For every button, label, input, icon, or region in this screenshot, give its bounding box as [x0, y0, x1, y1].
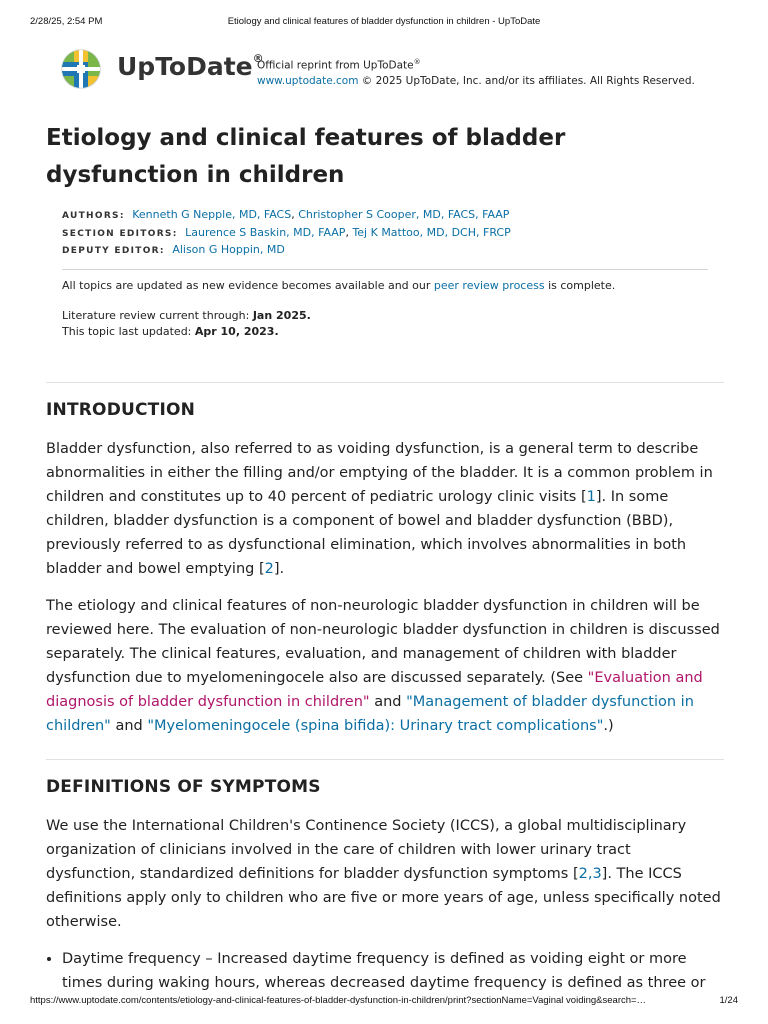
- print-date: 2/28/25, 2:54 PM: [30, 16, 103, 27]
- section-divider: [46, 759, 724, 760]
- copyright-line: www.uptodate.com © 2025 UpToDate, Inc. and/or its affiliates. All Rights Reserved.: [257, 74, 695, 87]
- review-info: [62, 269, 708, 340]
- authors-label: AUTHORS:: [62, 211, 125, 221]
- last-updated-date: This topic last updated: Apr 10, 2023.: [62, 324, 279, 338]
- topic-link-myelomeningocele[interactable]: "Myelomeningocele (spina bifida): Urinary tract complications": [147, 718, 604, 734]
- peer-review-link[interactable]: peer review process: [433, 278, 545, 292]
- article: [46, 120, 724, 995]
- reprint-line: Official reprint from UpToDate®: [257, 58, 421, 72]
- definitions-heading: DEFINITIONS OF SYMPTOMS: [46, 777, 321, 797]
- print-header: [30, 16, 738, 32]
- print-url: https://www.uptodate.com/contents/etiology-and-clinical-features-of-bladder-dysfunction-in-children/print?sectionName=Vaginal voiding&search=…: [30, 995, 647, 1006]
- reprint-notice: [257, 55, 695, 89]
- lit-review-date: Literature review current through: Jan 2025.: [62, 309, 311, 322]
- author-link[interactable]: Christopher S Cooper, MD, FACS, FAAP: [298, 208, 510, 221]
- deputy-editor-label: DEPUTY EDITOR:: [62, 246, 165, 256]
- article-title: Etiology and clinical features of bladder dysfunction in children: [46, 125, 566, 188]
- intro-paragraph-1: Bladder dysfunction, also referred to as voiding dysfunction, is a general term to describe abnormalities in either the filling and/or emptying of the bladder. It is a common problem in children and constitutes up to 40 percent of pediatric urology clinic visits [1]. In some children, bladder dysfunction is a component of bowel and bladder dysfunction (BBD), previously referred to as dysfunctional elimination, which involves abnormalities in both bladder and bowel emptying [2].: [46, 441, 713, 577]
- section-editor-link[interactable]: Tej K Mattoo, MD, DCH, FRCP: [352, 225, 511, 239]
- uptodate-logo-icon: [60, 48, 102, 90]
- section-editor-link[interactable]: Laurence S Baskin, MD, FAAP: [185, 225, 346, 239]
- page-number: 1/24: [719, 995, 738, 1006]
- deputy-editor-link[interactable]: Alison G Hoppin, MD: [172, 243, 285, 256]
- reference-link[interactable]: 1: [586, 489, 596, 505]
- author-link[interactable]: Kenneth G Nepple, MD, FACS: [132, 208, 292, 221]
- reference-link[interactable]: 2,3: [578, 866, 602, 882]
- update-note: All topics are updated as new evidence becomes available and our peer review process is complete.: [62, 278, 616, 292]
- reference-link[interactable]: 2: [264, 561, 274, 577]
- intro-heading: INTRODUCTION: [46, 400, 196, 420]
- brand-name: UpToDate®: [117, 51, 264, 81]
- editor-credits: [46, 207, 724, 260]
- intro-paragraph-2: The etiology and clinical features of non-neurologic bladder dysfunction in children will be reviewed here. The evaluation of non-neurologic bladder dysfunction in children is discussed separately. The clinical features, evaluation, and management of children with bladder dysfunction due to myelomeningocele also are discussed separately. (See "Evaluation and diagnosis of bladder dysfunction in children" and "Management of bladder dysfunction in children" and "Myelomeningocele (spina bifida): Urinary tract complications".): [46, 598, 720, 734]
- symptom-list: [46, 947, 724, 995]
- definitions-paragraph-1: We use the International Children's Continence Society (ICCS), a global multidisciplinary organization of clinicians involved in the care of children with lower urinary tract dysfunction, standardized definitions for bladder dysfunction symptoms [2,3]. The ICCS definitions apply only to children who are five or more years of age, unless specifically noted otherwise.: [46, 818, 721, 930]
- site-link[interactable]: www.uptodate.com: [257, 74, 359, 87]
- topic-link-management[interactable]: "Management of bladder dysfunction in children": [46, 694, 694, 734]
- section-divider: [46, 382, 724, 383]
- print-title: Etiology and clinical features of bladder dysfunction in children - UpToDate: [227, 16, 541, 27]
- section-editors-row: SECTION EDITORS: Laurence S Baskin, MD, FAAP, Tej K Mattoo, MD, DCH, FRCP: [62, 225, 511, 239]
- section-editors-label: SECTION EDITORS:: [62, 228, 178, 239]
- deputy-editor-row: [62, 242, 724, 260]
- topic-link-evaluation[interactable]: "Evaluation and diagnosis of bladder dysfunction in children": [46, 670, 703, 710]
- authors-row: AUTHORS: Kenneth G Nepple, MD, FACS, Christopher S Cooper, MD, FACS, FAAP: [62, 208, 510, 221]
- list-item: • Daytime frequency – Increased daytime frequency is defined as voiding eight or more times during waking hours, whereas decreased daytime frequency is defined as three or: [62, 947, 724, 995]
